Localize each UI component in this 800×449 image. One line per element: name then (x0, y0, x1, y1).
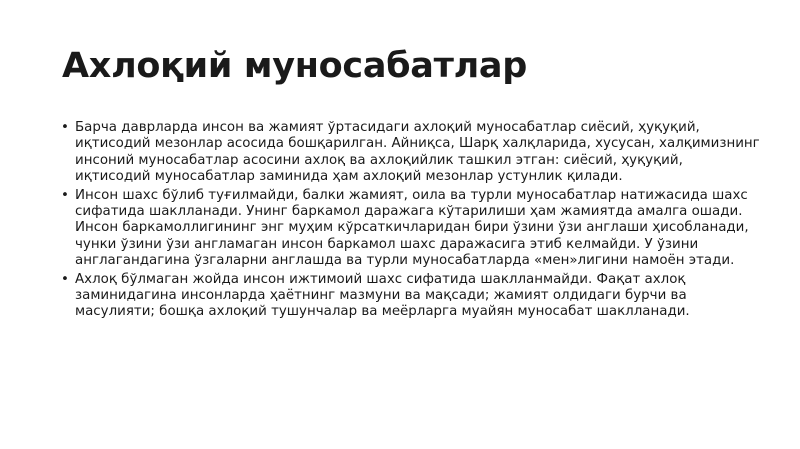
slide-title: Ахлоқий муносабатлар (62, 46, 527, 86)
bullet-dot-icon: • (61, 271, 69, 287)
bullet-list (61, 120, 761, 323)
bullet-text-3: Ахлоқ бўлмаган жойда инсон ижтимоий шахс сифатида шаклланмайди. Фақат ахлоқ заминидагина инсонларда ҳаётнинг мазмуни ва мақсади; жамият олдидаги бурчи ва масулияти; бошқа ахлоқий тушунчалар ва меёрларга муайян муносабат шаклланади. (75, 271, 690, 320)
bullet-text-2: Инсон шахс бўлиб туғилмайди, балки жамият, оила ва турли муносабатлар натижасида шахс сифатида шаклланади. Унинг баркамол даражага кўтарилиши ҳам жамиятда амалга ошади. Инсон баркамоллигининг энг муҳим кўрсаткичларидан бири ўзини ўзи англаши ҳисобланади, чунки ўзини ўзи англамаган инсон баркамол шахс даражасига этиб келмайди. У ўзини англагандагина ўзгаларни англашда ва турли муносабатларда «мен»лигини намоён этади. (75, 187, 749, 269)
bullet-item-3 (61, 272, 761, 321)
bullet-item-2 (61, 188, 761, 270)
bullet-dot-icon: • (61, 120, 69, 135)
bullet-text-1: Барча даврларда инсон ва жамият ўртасидаги ахлоқий муносабатлар сиёсий, ҳуқуқий, иқтисодий мезонлар асосида бошқарилган. Айниқса, Шарқ халқларида, хусусан, халқимизнинг инсоний муносабатлар асосини ахлоқ ва ахлоқийлик ташкил этган: сиёсий, ҳуқуқий, иқтисодий муносабатлар заминида ҳам ахлоқий мезонлар устунлик қилади. (75, 120, 760, 185)
bullet-item-1 (61, 120, 761, 186)
bullet-dot-icon: • (61, 187, 69, 203)
